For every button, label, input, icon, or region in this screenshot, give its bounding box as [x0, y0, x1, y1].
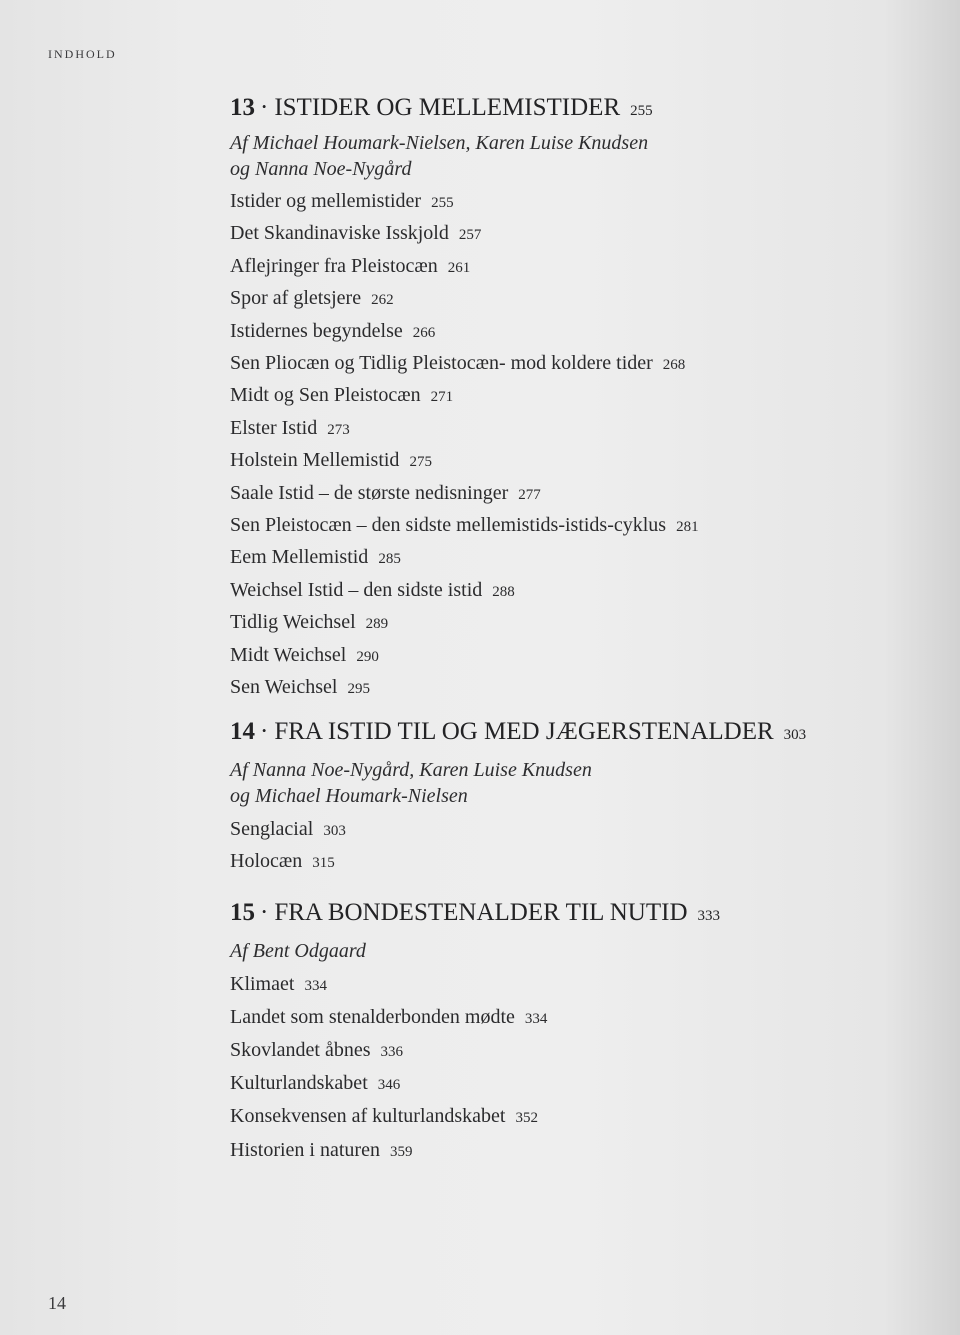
- chapter-title: FRA BONDESTENALDER TIL NUTID: [274, 899, 688, 926]
- entry-page: 352: [515, 1110, 538, 1126]
- entry-page: 268: [662, 357, 686, 373]
- toc-entry[interactable]: [230, 1037, 403, 1065]
- entry-title: Sen Pliocæn og Tidlig Pleistocæn- mod koldere tider: [230, 352, 653, 374]
- toc-entry[interactable]: [230, 1004, 547, 1032]
- toc-entry[interactable]: [230, 188, 454, 216]
- authors-line: Af Nanna Noe-Nygård, Karen Luise Knudsen: [230, 759, 592, 781]
- toc-entry[interactable]: [230, 848, 335, 876]
- authors-line: Af Michael Houmark-Nielsen, Karen Luise Knudsen: [230, 132, 649, 154]
- entry-page: 289: [365, 616, 389, 633]
- entry-page: 277: [518, 486, 541, 503]
- chapter-authors: [230, 938, 366, 964]
- entry-title: Tidlig Weichsel: [230, 611, 356, 634]
- entry-page: 336: [380, 1044, 404, 1060]
- chapter-number: 14: [230, 718, 255, 745]
- entry-title: Senglacial: [230, 818, 314, 840]
- chapter-title: FRA ISTID TIL OG MED JÆGERSTENALDER: [274, 718, 774, 745]
- entry-title: Sen Weichsel: [230, 676, 338, 698]
- entry-title: Istidernes begyndelse: [230, 319, 403, 342]
- entry-title: Skovlandet åbnes: [230, 1039, 371, 1061]
- toc-entry[interactable]: [230, 816, 346, 844]
- authors-line: Af Bent Odgaard: [230, 940, 366, 962]
- chapter-heading[interactable]: [230, 92, 653, 127]
- authors-line: og Nanna Noe-Nygård: [230, 158, 412, 180]
- entry-title: Konsekvensen af kulturlandskabet: [230, 1105, 506, 1127]
- entry-title: Spor af gletsjere: [230, 287, 362, 310]
- entry-page: 273: [327, 421, 350, 438]
- entry-page: 271: [430, 389, 454, 406]
- entry-page: 334: [304, 978, 327, 994]
- entry-title: Det Skandinaviske Isskjold: [230, 222, 449, 245]
- toc-entry[interactable]: [230, 447, 432, 475]
- toc-entry[interactable]: [230, 1137, 412, 1165]
- toc-entry[interactable]: [230, 642, 379, 670]
- chapter-authors: [230, 757, 592, 809]
- toc-entry[interactable]: [230, 1103, 538, 1131]
- entry-title: Landet som stenalderbonden mødte: [230, 1006, 515, 1028]
- toc-entry[interactable]: [230, 285, 394, 313]
- entry-title: Holocæn: [230, 850, 303, 873]
- toc-entry[interactable]: [230, 512, 699, 540]
- entry-title: Sen Pleistocæn – den sidste mellemistids-istids-cyklus: [230, 514, 667, 536]
- separator-dot: ·: [260, 899, 269, 926]
- entry-page: 275: [409, 454, 432, 471]
- toc-entry[interactable]: [230, 253, 470, 281]
- chapter-page: 333: [697, 908, 721, 924]
- entry-page: 346: [377, 1077, 401, 1093]
- entry-title: Klimaet: [230, 973, 295, 995]
- entry-page: 303: [323, 823, 346, 839]
- entry-title: Kulturlandskabet: [230, 1072, 368, 1094]
- entry-title: Holstein Mellemistid: [230, 449, 400, 472]
- entry-page: 359: [389, 1144, 413, 1160]
- entry-title: Midt Weichsel: [230, 643, 347, 666]
- entry-title: Elster Istid: [230, 416, 318, 439]
- entry-page: 257: [458, 227, 482, 244]
- toc-entry[interactable]: [230, 382, 453, 410]
- toc-entry[interactable]: [230, 544, 401, 572]
- chapter-authors: [230, 130, 648, 182]
- page-number: 14: [48, 1293, 66, 1313]
- toc-entry[interactable]: [230, 577, 515, 605]
- toc-entry[interactable]: [230, 1070, 400, 1098]
- toc-entry[interactable]: [230, 415, 350, 443]
- chapter-page: 255: [630, 103, 653, 119]
- chapter-number: 13: [230, 94, 255, 121]
- entry-page: 290: [356, 648, 379, 665]
- entry-page: 262: [371, 292, 394, 309]
- entry-title: Historien i naturen: [230, 1139, 380, 1161]
- entry-title: Weichsel Istid – den sidste istid: [230, 578, 483, 601]
- running-head: INDHOLD: [48, 47, 117, 61]
- chapter-number: 15: [230, 899, 255, 926]
- chapter-heading[interactable]: [230, 716, 806, 751]
- entry-page: 315: [312, 855, 335, 872]
- toc-entry[interactable]: [230, 318, 435, 346]
- chapter-heading[interactable]: [230, 897, 720, 932]
- toc-entry[interactable]: [230, 971, 327, 999]
- entry-page: 261: [447, 259, 471, 276]
- chapter-page: 303: [783, 727, 807, 743]
- entry-page: 295: [347, 681, 370, 697]
- entry-page: 281: [676, 519, 699, 535]
- toc-entry[interactable]: [230, 609, 388, 637]
- entry-title: Saale Istid – de største nedisninger: [230, 481, 509, 504]
- entry-page: 255: [431, 195, 454, 211]
- entry-page: 266: [412, 324, 436, 341]
- authors-line: og Michael Houmark-Nielsen: [230, 785, 468, 807]
- entry-page: 285: [378, 551, 401, 568]
- entry-title: Eem Mellemistid: [230, 546, 369, 569]
- entry-title: Istider og mellemistider: [230, 190, 422, 212]
- entry-title: Aflejringer fra Pleistocæn: [230, 254, 438, 277]
- chapter-title: ISTIDER OG MELLEMISTIDER: [274, 94, 621, 121]
- entry-page: 334: [524, 1011, 548, 1027]
- entry-page: 288: [492, 583, 515, 600]
- toc-entry[interactable]: [230, 674, 370, 702]
- separator-dot: ·: [260, 718, 269, 745]
- entry-title: Midt og Sen Pleistocæn: [230, 384, 421, 407]
- toc-entry[interactable]: [230, 350, 685, 378]
- toc-entry[interactable]: [230, 480, 541, 508]
- toc-entry[interactable]: [230, 220, 481, 248]
- separator-dot: ·: [260, 94, 269, 121]
